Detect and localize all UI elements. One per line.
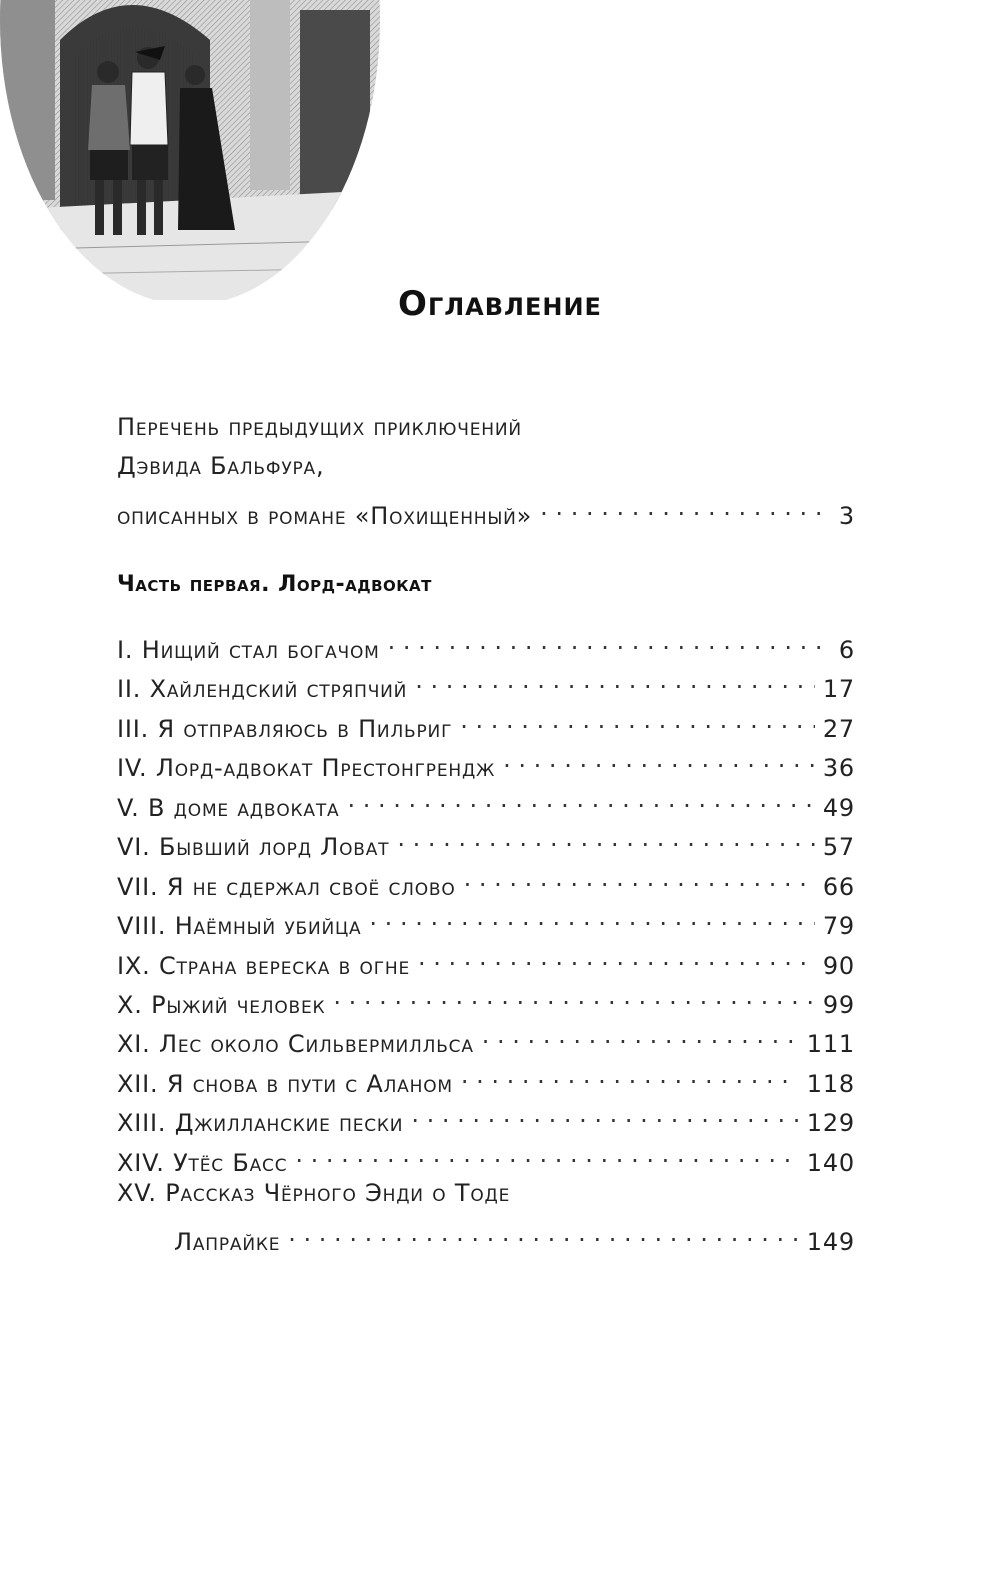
toc-entry[interactable] (117, 900, 855, 940)
page-number: 49 (822, 794, 855, 822)
toc-entry[interactable] (117, 703, 855, 743)
dot-leader (388, 624, 831, 658)
dot-leader (295, 1137, 798, 1171)
chapter-title: II. Хайлендский стряпчий (117, 675, 408, 703)
chapter-title: IX. Страна вереска в огне (117, 952, 411, 980)
page-number: 149 (806, 1228, 855, 1256)
dot-leader (415, 663, 815, 697)
chapter-title-line-1[interactable]: XV. Рассказ Чёрного Энди о Тоде (117, 1179, 511, 1207)
page-number: 118 (806, 1070, 855, 1098)
intro-line-2: Дэвида Бальфура, (117, 452, 325, 480)
page-title: Оглавление (398, 284, 602, 324)
chapter-title: XII. Я снова в пути с Аланом (117, 1070, 453, 1098)
intro-line-3: описанных в романе «Похищенный» (117, 502, 533, 530)
intro-line-1: Перечень предыдущих приключений (117, 413, 522, 441)
toc-entry[interactable] (117, 742, 855, 782)
toc-entry[interactable] (117, 1058, 855, 1098)
dot-leader (503, 742, 815, 776)
dot-leader (288, 1216, 799, 1250)
toc-entry[interactable] (117, 940, 855, 980)
page-number: 6 (838, 636, 855, 664)
page-number: 99 (822, 991, 855, 1019)
page-number: 79 (822, 912, 855, 940)
page-number: 140 (806, 1149, 855, 1177)
chapter-title: XI. Лес около Сильвермилльса (117, 1030, 474, 1058)
dot-leader (369, 900, 814, 934)
toc-entry-intro[interactable] (117, 490, 855, 530)
chapter-title: V. В доме адвоката (117, 794, 340, 822)
toc-entry[interactable] (117, 663, 855, 703)
engraving-illustration (0, 0, 380, 300)
dot-leader (411, 1097, 798, 1131)
dot-leader (333, 979, 814, 1013)
chapter-title: I. Нищий стал богачом (117, 636, 380, 664)
dot-leader (460, 703, 815, 737)
chapter-title: VII. Я не сдержал своё слово (117, 873, 456, 901)
dot-leader (418, 940, 815, 974)
page-number: 3 (838, 502, 855, 530)
chapter-title: VIII. Наёмный убийца (117, 912, 362, 940)
dot-leader (482, 1018, 799, 1052)
page-number: 90 (822, 952, 855, 980)
chapter-title: XIII. Джилланские пески (117, 1109, 404, 1137)
page-number: 17 (822, 675, 855, 703)
toc-entry[interactable] (117, 861, 855, 901)
page-number: 57 (822, 833, 855, 861)
chapter-title: IV. Лорд-адвокат Престонгрендж (117, 754, 496, 782)
page-number: 129 (806, 1109, 855, 1137)
toc-entry[interactable] (117, 1137, 855, 1177)
dot-leader (461, 1058, 799, 1092)
dot-leader (464, 861, 815, 895)
dot-leader (347, 782, 814, 816)
dot-leader (540, 490, 831, 524)
page-number: 36 (822, 754, 855, 782)
toc-entry[interactable] (117, 624, 855, 664)
toc-entry[interactable] (117, 782, 855, 822)
chapter-title-line-2: Лапрайке (174, 1228, 281, 1256)
page-number: 27 (822, 715, 855, 743)
page-number: 111 (806, 1030, 855, 1058)
street-scene-icon (0, 0, 380, 300)
page-number: 66 (822, 873, 855, 901)
chapter-title: III. Я отправляюсь в Пильриг (117, 715, 453, 743)
toc-entry[interactable] (117, 1018, 855, 1058)
chapter-title: X. Рыжий человек (117, 991, 326, 1019)
dot-leader (397, 821, 815, 855)
part-heading: Часть первая. Лорд-адвокат (117, 572, 432, 597)
toc-entry[interactable] (117, 1097, 855, 1137)
toc-entry[interactable] (117, 821, 855, 861)
chapter-title: VI. Бывший лорд Ловат (117, 833, 390, 861)
toc-entry[interactable] (117, 979, 855, 1019)
chapter-title: XIV. Утёс Басс (117, 1149, 288, 1177)
toc-entry-last[interactable] (117, 1216, 855, 1256)
